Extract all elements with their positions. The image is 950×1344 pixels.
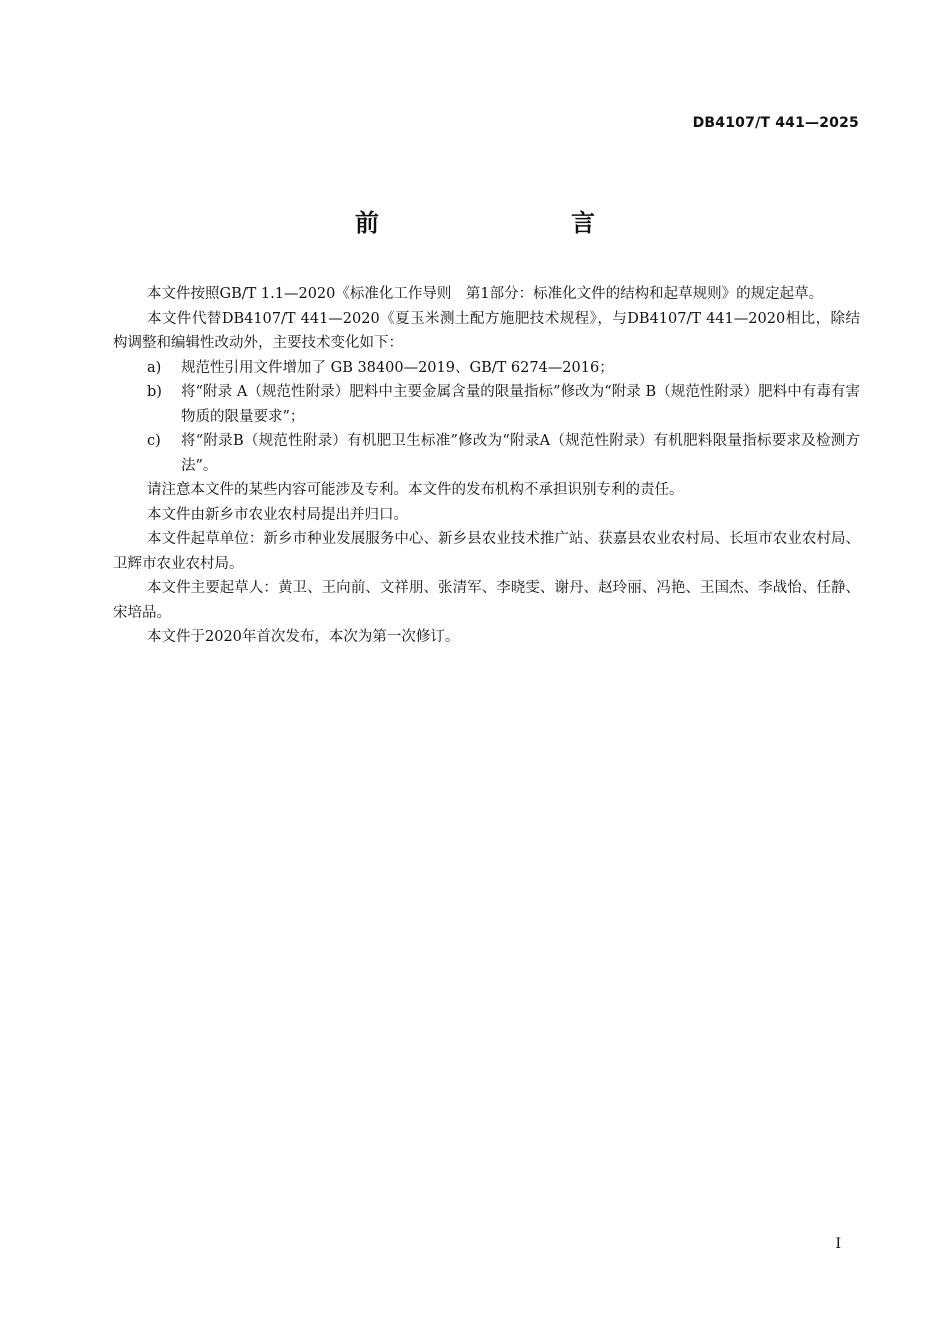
paragraph-patent-notice: 请注意本文件的某些内容可能涉及专利。本文件的发布机构不承担识别专利的责任。 — [147, 482, 684, 498]
list-item-text: 将“附录 A（规范性附录）肥料中主要金属含量的限量指标”修改为“附录 B（规范性附录）肥料中有毒有害物质的限量要求”； — [181, 384, 860, 425]
list-item-label: c) — [147, 433, 161, 449]
page-number: I — [835, 1236, 841, 1252]
list-item-change-c — [113, 429, 860, 478]
page-title: 前 言 — [355, 209, 643, 237]
list-item-text: 规范性引用文件增加了 GB 38400—2019、GB/T 6274—2016； — [181, 359, 614, 376]
paragraph-proposer: 本文件由新乡市农业农村局提出并归口。 — [147, 506, 408, 523]
list-item-label: a) — [147, 359, 162, 376]
paragraph-replacement: 本文件代替DB4107/T 441—2020《夏玉米测土配方施肥技术规程》，与DB4107/T 441—2020相比，除结构调整和编辑性改动外，主要技术变化如下： — [113, 310, 860, 351]
paragraph-drafting-units: 本文件起草单位：新乡市种业发展服务中心、新乡县农业技术推广站、获嘉县农业农村局、长垣市农业农村局、卫辉市农业农村局。 — [113, 531, 860, 572]
list-item-change-a — [113, 356, 860, 381]
paragraph-publication-history: 本文件于2020年首次发布，本次为第一次修订。 — [147, 629, 460, 645]
document-code: DB4107/T 441—2025 — [692, 115, 859, 131]
list-item-label: b) — [147, 384, 162, 400]
list-item-change-b — [113, 380, 860, 429]
foreword-body — [113, 282, 860, 650]
list-item-text: 将“附录B（规范性附录）有机肥卫生标准”修改为“附录A（规范性附录）有机肥料限量指标要求及检测方法”。 — [181, 433, 860, 474]
paragraph-drafting-rules: 本文件按照GB/T 1.1—2020《标准化工作导则 第1部分：标准化文件的结构和起草规则》的规定起草。 — [147, 286, 824, 302]
paragraph-drafters: 本文件主要起草人：黄卫、王向前、文祥朋、张清军、李晓雯、谢丹、赵玲丽、冯艳、王国杰、李战怡、任静、宋培品。 — [113, 580, 860, 621]
